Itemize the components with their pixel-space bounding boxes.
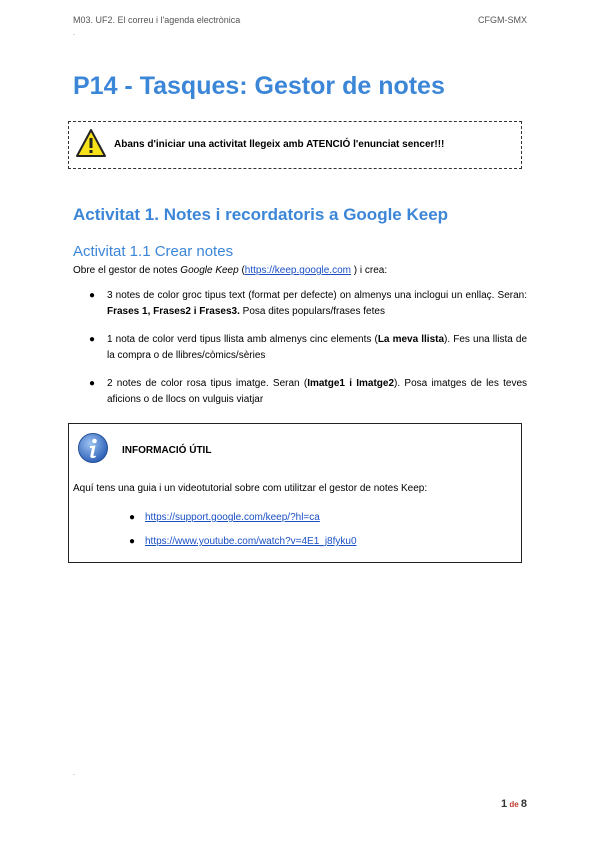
task-text: ). Posa imatges de les teves aficions o de llocs on vulguis viatjar [107,378,528,405]
support-link[interactable]: https://support.google.com/keep/?hl=ca [145,512,320,523]
intro-app-name: Google Keep [180,265,239,276]
task-text: Posa dites populars/frases fetes [239,306,385,317]
bullet: ● [89,334,96,345]
info-icon [77,432,109,464]
bullet: ● [89,290,96,301]
footer-dot: . [73,770,75,777]
activity-subheading: Activitat 1.1 Crear notes [73,243,234,260]
page-current: 1 [500,798,508,810]
task-list [73,288,527,408]
task-bold: Frases 1, Frases2 i Frases3. [107,306,240,317]
info-description: Aquí tens una guia i un videotutorial sobre com utilitzar el gestor de notes Keep: [73,483,428,494]
page-number [501,798,527,810]
intro-after: ) i crea: [350,265,388,276]
warning-box [68,121,522,169]
bullet: ● [129,536,136,547]
intro-open-paren: ( [238,265,245,276]
bullet: ● [129,512,136,523]
task-bold: La meva llista [377,334,445,345]
keep-link[interactable]: https://keep.google.com [244,265,351,276]
warning-icon [75,128,107,158]
page-total: 8 [520,798,527,810]
info-box [68,423,522,563]
bullet: ● [89,378,96,389]
intro-before: Obre el gestor de notes [73,265,181,276]
task-text: 3 notes de color groc tipus text (format per defecte) on almenys una inclogui un enllaç. Seran: [107,290,527,301]
header-right: CFGM-SMX [478,15,527,25]
list-item [73,376,527,408]
page-title: P14 - Tasques: Gestor de notes [73,72,445,100]
task-text: 2 notes de color rosa tipus imatge. Seran ( [107,378,308,389]
header-left: M03. UF2. El correu i l'agenda electrònica [73,15,241,25]
list-item [73,288,527,320]
task-text: 1 nota de color verd tipus llista amb almenys cinc elements ( [107,334,378,345]
task-bold: Imatge1 i Imatge2 [307,378,395,389]
task-text: ). Fes una llista de la compra o de llibres/còmics/sèries [107,334,528,361]
youtube-link[interactable]: https://www.youtube.com/watch?v=4E1_j8fyku0 [145,536,357,547]
activity-heading: Activitat 1. Notes i recordatoris a Google Keep [73,205,449,224]
intro-text [73,265,387,276]
info-link-list [129,510,357,558]
list-item [129,534,357,550]
info-title: INFORMACIÓ ÚTIL [122,445,212,456]
list-item [129,510,357,526]
warning-text: Abans d'iniciar una activitat llegeix amb ATENCIÓ l'enunciat sencer!!! [114,139,445,150]
header-dot: . [73,30,75,37]
page-of: de [507,800,521,809]
list-item [73,332,527,364]
